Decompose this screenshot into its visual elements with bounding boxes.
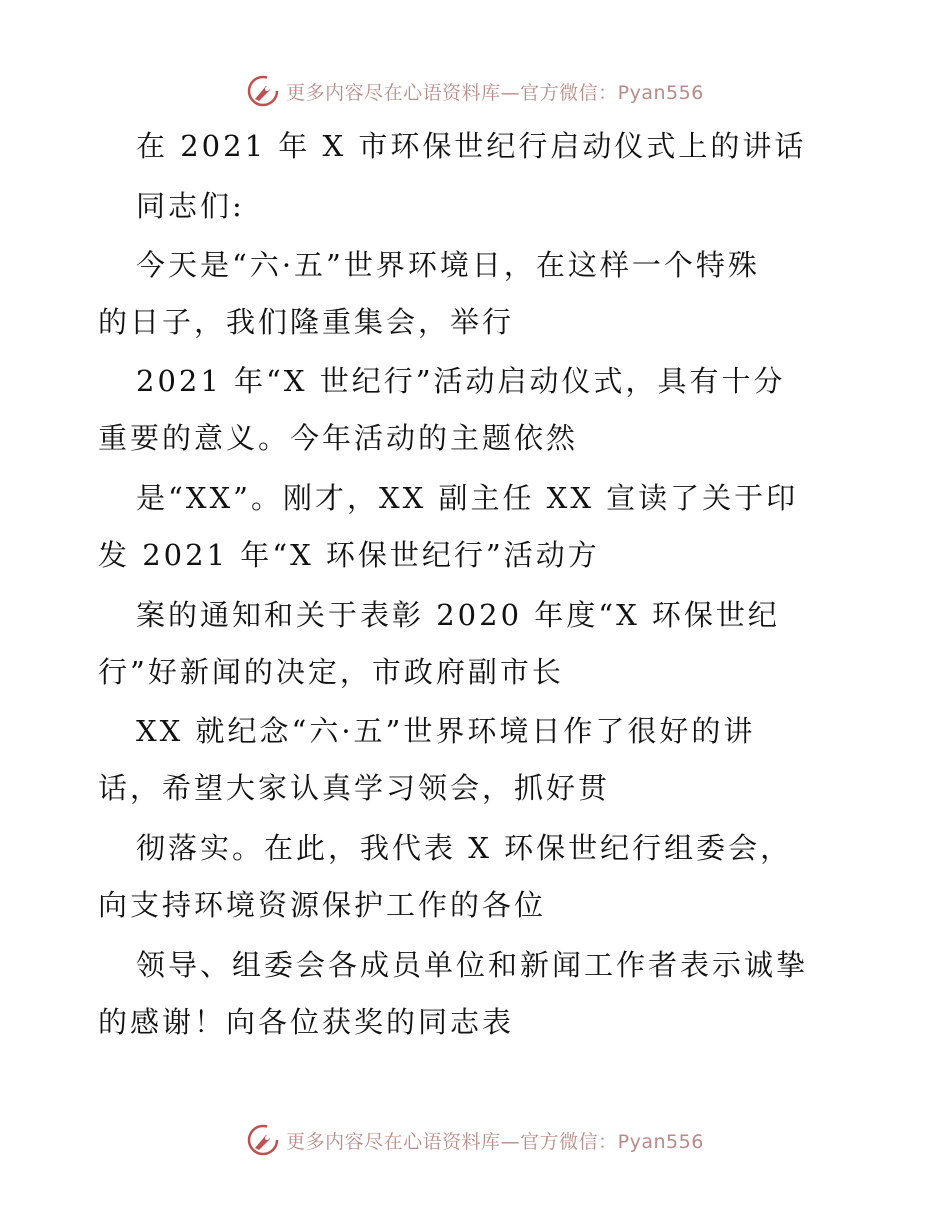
salutation: 同志们: — [136, 189, 245, 223]
watermark-text: 更多内容尽在心语资料库—官方微信：Pyan556 — [286, 1130, 704, 1153]
text-line: XX 就纪念“六·五”世界环境日作了很好的讲 — [136, 714, 756, 748]
pen-nib-circle-icon — [246, 74, 280, 108]
text-line: 2021 年“X 世纪行”活动启动仪式，具有十分 — [136, 364, 786, 398]
text-line: 的日子，我们隆重集会，举行 — [98, 305, 515, 339]
text-line: 是“XX”。刚才，XX 副主任 XX 宣读了关于印 — [136, 481, 799, 515]
text-line: 领导、组委会各成员单位和新闻工作者表示诚挚 — [136, 948, 809, 982]
text-line: 案的通知和关于表彰 2020 年度“X 环保世纪 — [136, 598, 780, 632]
text-line: 向支持环境资源保护工作的各位 — [98, 888, 547, 922]
text-line: 行”好新闻的决定，市政府副市长 — [98, 655, 564, 689]
text-line: 重要的意义。今年活动的主题依然 — [98, 421, 579, 455]
text-line: 发 2021 年“X 环保世纪行”活动方 — [98, 538, 600, 572]
watermark-text: 更多内容尽在心语资料库—官方微信：Pyan556 — [286, 81, 704, 104]
text-line: 的感谢！向各位获奖的同志表 — [98, 1005, 515, 1039]
text-line: 今天是“六·五”世界环境日，在这样一个特殊 — [136, 248, 760, 282]
pen-nib-circle-icon — [246, 1123, 280, 1157]
header-watermark — [0, 74, 950, 108]
text-line: 彻落实。在此，我代表 X 环保世纪行组委会， — [136, 831, 793, 865]
speech-title: 在 2021 年 X 市环保世纪行启动仪式上的讲话 — [136, 129, 807, 163]
text-line: 话，希望大家认真学习领会，抓好贯 — [98, 771, 611, 805]
footer-watermark — [0, 1123, 950, 1157]
